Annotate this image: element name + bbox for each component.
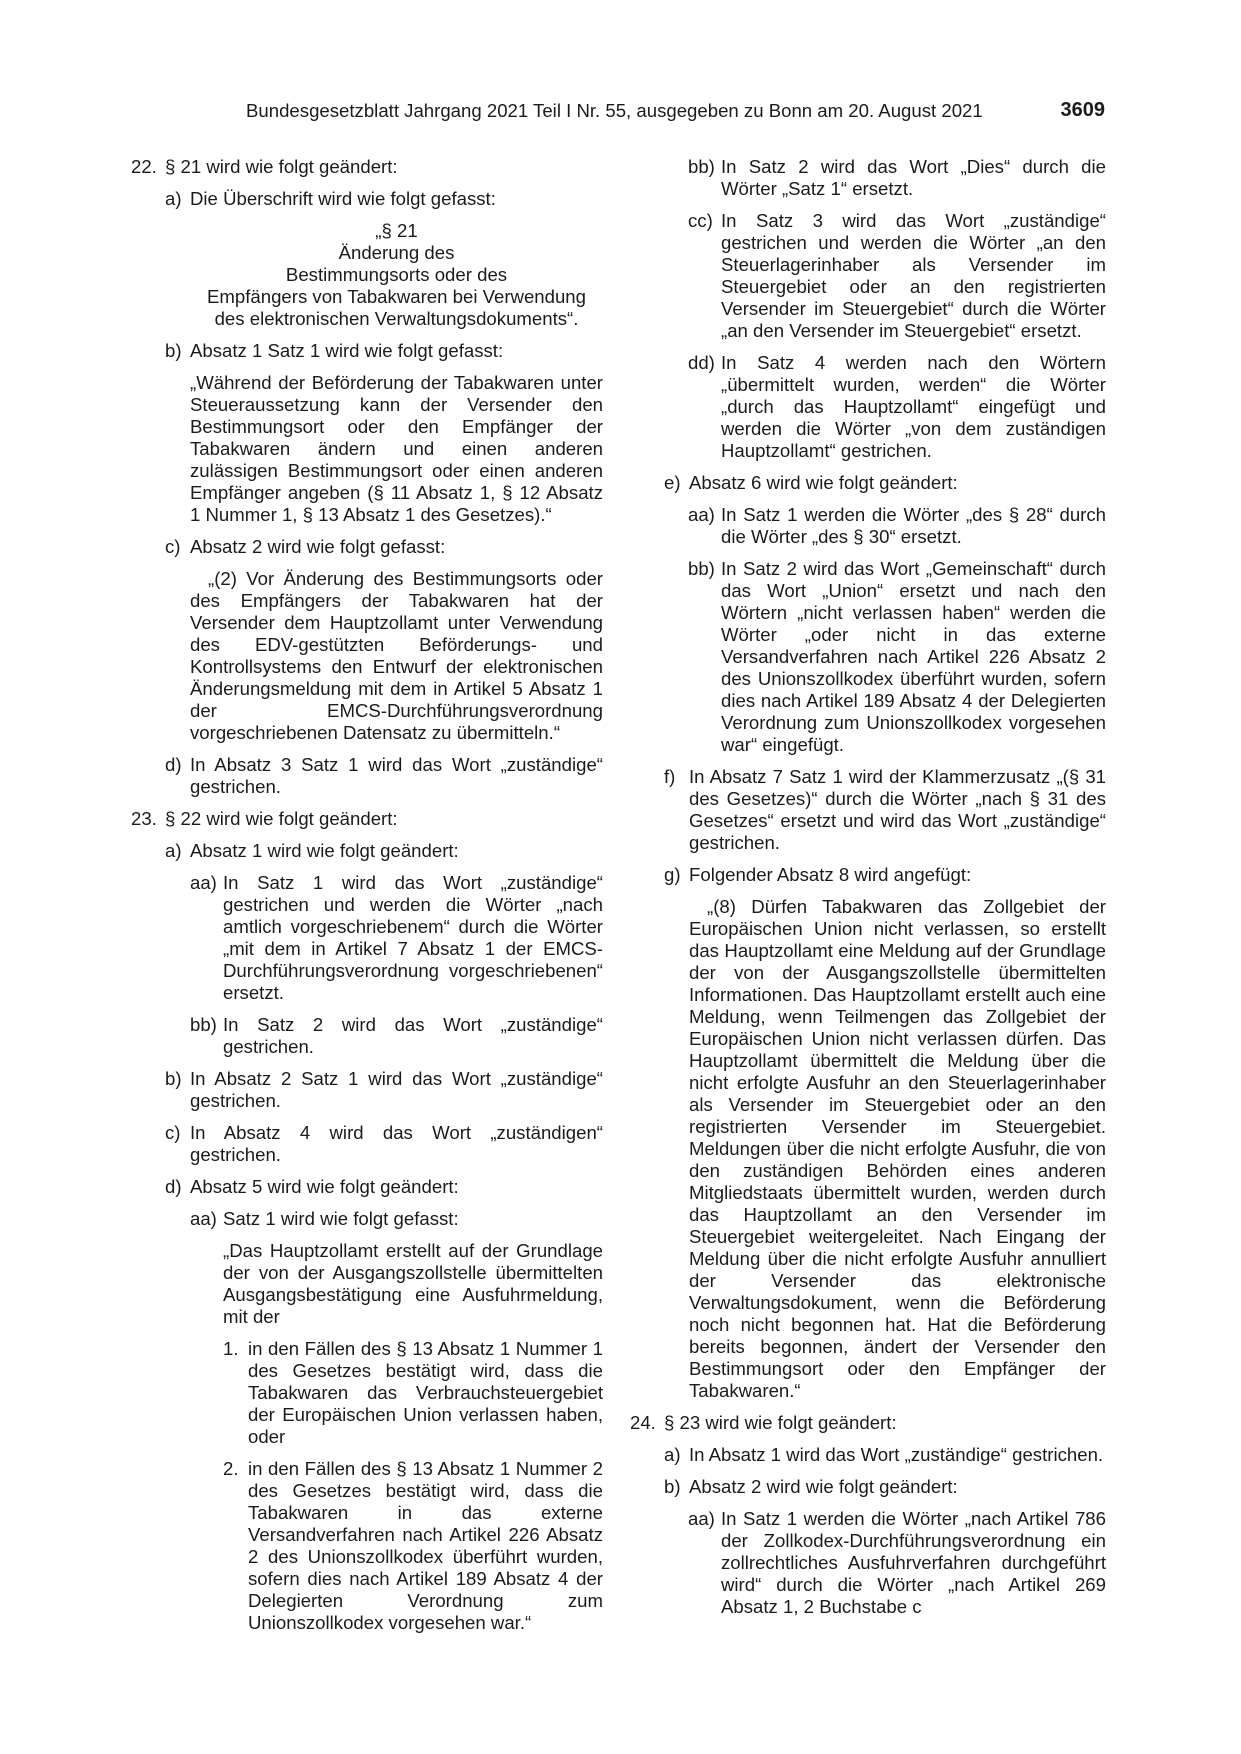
item-24	[630, 1412, 1106, 1434]
item-24-b-aa	[688, 1508, 1106, 1618]
left-column	[131, 156, 603, 1644]
item-text: In Satz 4 werden nach den Wörtern „übermittelt wurden, werden“ die Wörter „durch das Hauptzollamt“ eingefügt und werden die Wörter „von dem zuständigen Hauptzollamt“ gestrichen.	[721, 352, 1106, 461]
item-sub-letter: dd)	[688, 352, 715, 373]
item-text: In Satz 3 wird das Wort „zuständige“ gestrichen und werden die Wörter „an den Steuerlagerinhaber als Versender im Steuergebiet oder an den registrierten Versender im Steuergebiet“ durch die Wörter „an den Versender im Steuergebiet“ ersetzt.	[721, 210, 1106, 341]
item-letter: a)	[165, 188, 182, 209]
item-23-d	[165, 1176, 603, 1198]
item-sub-letter: aa)	[688, 504, 715, 525]
item-letter: c)	[165, 536, 181, 557]
item-22	[131, 156, 603, 178]
item-text: In Satz 2 wird das Wort „zuständige“ gestrichen.	[223, 1014, 603, 1057]
item-23-e	[664, 472, 1106, 494]
item-23-d-cc	[688, 210, 1106, 342]
heading-line: des elektronischen Verwaltungsdokuments“.	[214, 308, 579, 329]
item-text: In Absatz 2 Satz 1 wird das Wort „zuständige“ gestrichen.	[190, 1068, 603, 1111]
item-letter: d)	[165, 754, 182, 775]
item-text: Absatz 1 Satz 1 wird wie folgt gefasst:	[190, 340, 504, 361]
item-number: 23.	[131, 808, 157, 829]
item-22-b	[165, 340, 603, 362]
item-letter: a)	[165, 840, 182, 861]
item-23-e-aa	[688, 504, 1106, 548]
item-text: § 23 wird wie folgt geändert:	[664, 1412, 897, 1433]
heading-line: Empfängers von Tabakwaren bei Verwendung	[206, 286, 586, 307]
item-23-a-aa	[190, 872, 603, 1004]
item-24-a	[664, 1444, 1106, 1466]
item-sub-letter: aa)	[190, 872, 217, 893]
item-sub-number: 2.	[223, 1458, 239, 1479]
item-23-d-aa-2	[223, 1458, 603, 1634]
item-letter: e)	[664, 472, 681, 493]
item-23-g	[664, 864, 1106, 886]
item-text: § 22 wird wie folgt geändert:	[165, 808, 398, 829]
page-number: 3609	[1060, 99, 1105, 121]
item-number: 24.	[630, 1412, 656, 1433]
item-23-e-bb	[688, 558, 1106, 756]
item-text: § 21 wird wie folgt geändert:	[165, 156, 398, 177]
item-24-b	[664, 1476, 1106, 1498]
quoted-text: „(8) Dürfen Tabakwaren das Zollgebiet der Europäischen Union nicht verlassen, so erstellt das Hauptzollamt eine Meldung auf der Grundlage der von der Ausgangszollstelle übermittelten Informationen. Das Hauptzollamt erstellt auch eine Meldung, wenn Teilmengen das Zollgebiet der Europäischen Union nicht verlassen dürfen. Das Hauptzollamt übermittelt die Meldung über die nicht erfolgte Ausfuhr an den Steuerlagerinhaber als Versender im Steuergebiet oder an den registrierten Versender im Steuergebiet. Meldungen über die nicht erfolgte Ausfuhr, die von den zuständigen Behörden eines anderen Mitgliedstaats übermittelt wurden, werden durch das Hauptzollamt an den Versender im Steuergebiet weitergeleitet. Nach Eingang der Meldung über die nicht erfolgte Ausfuhr annulliert der Versender das elektronische Verwaltungsdokument, wenn die Beförderung noch nicht begonnen hat. Hat die Beförderung bereits begonnen, ändert der Versender den Bestimmungsort oder den Empfänger der Tabakwaren.“	[689, 896, 1106, 1401]
item-23-f	[664, 766, 1106, 854]
item-text: Absatz 2 wird wie folgt gefasst:	[190, 536, 446, 557]
item-22-d	[165, 754, 603, 798]
item-letter: b)	[165, 1068, 182, 1089]
item-text: In Absatz 3 Satz 1 wird das Wort „zuständige“ gestrichen.	[190, 754, 603, 797]
item-text: Satz 1 wird wie folgt gefasst:	[223, 1208, 459, 1229]
item-text: Absatz 2 wird wie folgt geändert:	[689, 1476, 958, 1497]
item-22-a	[165, 188, 603, 210]
item-23-d-bb	[688, 156, 1106, 200]
quoted-text: „Das Hauptzollamt erstellt auf der Grundlage der von der Ausgangszollstelle übermittelten Ausgangsbestätigung eine Ausfuhrmeldung, mit der	[223, 1240, 603, 1327]
item-23-d-aa-1	[223, 1338, 603, 1448]
item-text: In Satz 2 wird das Wort „Gemeinschaft“ durch das Wort „Union“ ersetzt und nach den Wörtern „nicht verlassen haben“ werden die Wörter „oder nicht in das externe Versandverfahren nach Artikel 226 Absatz 2 des Unionszollkodex überführt wurden, sofern dies nach Artikel 189 Absatz 4 der Delegierten Verordnung zum Unionszollkodex vorgesehen war“ eingefügt.	[721, 558, 1106, 755]
item-sub-letter: aa)	[688, 1508, 715, 1529]
item-text: In Absatz 1 wird das Wort „zuständige“ gestrichen.	[689, 1444, 1104, 1465]
item-23-c	[165, 1122, 603, 1166]
item-text: in den Fällen des § 13 Absatz 1 Nummer 2 des Gesetzes bestätigt wird, dass die Tabakwaren in das externe Versandverfahren nach Artikel 226 Absatz 2 des Unionszollkodex überführt wurden, sofern dies nach Artikel 189 Absatz 4 der Delegierten Verordnung zum Unionszollkodex vorgesehen war.“	[248, 1458, 603, 1633]
item-letter: f)	[664, 766, 676, 787]
item-23-d-aa	[190, 1208, 603, 1230]
item-text: Folgender Absatz 8 wird angefügt:	[689, 864, 972, 885]
item-sub-number: 1.	[223, 1338, 239, 1359]
item-23-a-bb	[190, 1014, 603, 1058]
item-text: In Satz 1 werden die Wörter „nach Artikel 786 der Zollkodex-Durchführungsverordnung ein zollrechtliches Ausfuhrverfahren durchgeführt wird“ durch die Wörter „nach Artikel 269 Absatz 1, 2 Buchstabe c	[721, 1508, 1106, 1617]
item-text: Absatz 6 wird wie folgt geändert:	[689, 472, 958, 493]
heading-line: „§ 21	[375, 220, 418, 241]
quoted-text: „Während der Beförderung der Tabakwaren unter Steueraussetzung kann der Versender den Bestimmungsort oder den Empfänger der Tabakwaren ändern und einen anderen zulässigen Bestimmungsort oder einen anderen Empfänger angeben (§ 11 Absatz 1, § 12 Absatz 1 Nummer 1, § 13 Absatz 1 des Gesetzes).“	[190, 372, 603, 525]
item-sub-letter: aa)	[190, 1208, 217, 1229]
item-text: in den Fällen des § 13 Absatz 1 Nummer 1 des Gesetzes bestätigt wird, dass die Tabakwaren das Verbrauchsteuergebiet der Europäischen Union verlassen haben, oder	[248, 1338, 603, 1447]
item-23-b	[165, 1068, 603, 1112]
heading-line: Bestimmungsorts oder des	[285, 264, 508, 285]
right-column	[630, 156, 1106, 1628]
item-text: Absatz 5 wird wie folgt geändert:	[190, 1176, 459, 1197]
quoted-text: „(2) Vor Änderung des Bestimmungsorts oder des Empfängers der Tabakwaren hat der Versender dem Hauptzollamt unter Verwendung des EDV-gestützten Beförderungs- und Kontrollsystems den Entwurf der elektronischen Änderungsmeldung mit dem in Artikel 5 Absatz 1 der EMCS-Durchführungsverordnung vorgeschriebenen Datensatz zu übermitteln.“	[190, 568, 603, 743]
item-text: Die Überschrift wird wie folgt gefasst:	[190, 188, 496, 209]
item-sub-letter: bb)	[190, 1014, 217, 1035]
page-header	[131, 100, 1105, 126]
item-letter: c)	[165, 1122, 181, 1143]
item-sub-letter: cc)	[688, 210, 713, 231]
section-heading-quote	[190, 220, 603, 330]
heading-line: Änderung des	[338, 242, 455, 263]
item-letter: b)	[664, 1476, 681, 1497]
item-text: In Satz 1 werden die Wörter „des § 28“ durch die Wörter „des § 30“ ersetzt.	[721, 504, 1106, 547]
item-sub-letter: bb)	[688, 156, 715, 177]
item-22-c	[165, 536, 603, 558]
item-text: In Satz 2 wird das Wort „Dies“ durch die Wörter „Satz 1“ ersetzt.	[721, 156, 1106, 199]
item-sub-letter: bb)	[688, 558, 715, 579]
item-23-a	[165, 840, 603, 862]
item-23-d-dd	[688, 352, 1106, 462]
item-number: 22.	[131, 156, 157, 177]
item-text: Absatz 1 wird wie folgt geändert:	[190, 840, 459, 861]
item-letter: b)	[165, 340, 182, 361]
gazette-title: Bundesgesetzblatt Jahrgang 2021 Teil I Nr. 55, ausgegeben zu Bonn am 20. August 2021	[246, 100, 983, 121]
item-text: In Absatz 7 Satz 1 wird der Klammerzusatz „(§ 31 des Gesetzes)“ durch die Wörter „nach § 31 des Gesetzes“ ersetzt und wird das Wort „zuständige“ gestrichen.	[689, 766, 1106, 853]
item-text: In Satz 1 wird das Wort „zuständige“ gestrichen und werden die Wörter „nach amtlich vorgeschriebenem“ durch die Wörter „mit dem in Artikel 7 Absatz 1 der EMCS-Durchführungsverordnung vorgeschriebenen“ ersetzt.	[223, 872, 603, 1003]
item-text: In Absatz 4 wird das Wort „zuständigen“ gestrichen.	[190, 1122, 603, 1165]
item-letter: d)	[165, 1176, 182, 1197]
item-letter: g)	[664, 864, 681, 885]
item-23	[131, 808, 603, 830]
item-letter: a)	[664, 1444, 681, 1465]
